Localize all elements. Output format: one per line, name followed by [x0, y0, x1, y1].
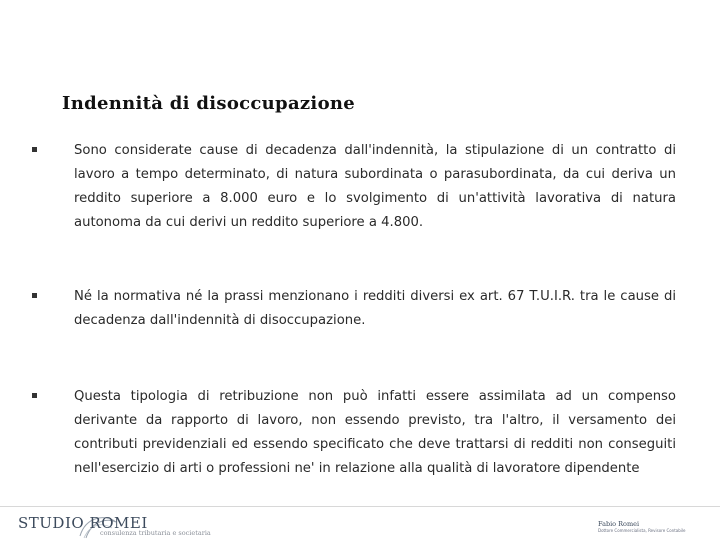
square-bullet-icon: [32, 147, 37, 152]
studio-logo: [18, 512, 218, 538]
signature-name: Fabio Romei: [598, 520, 640, 528]
bullet-text: Né la normativa né la prassi menzionano i redditi diversi ex art. 67 T.U.I.R. tra le cause di decadenza dall'indennità di disoccupazione.: [74, 289, 676, 328]
signature-role: Dottore Commercialista, Revisore Contabile: [598, 528, 686, 533]
bullet-item: [32, 385, 676, 481]
square-bullet-icon: [32, 393, 37, 398]
page-title: Indennità di disoccupazione: [62, 93, 356, 114]
bullet-text: Questa tipologia di retribuzione non può infatti essere assimilata ad un compenso derivante da rapporto di lavoro, non essendo previsto, tra l'altro, il versamento dei contributi previdenziali ed essendo specificato che deve trattarsi di redditi non conseguiti nell'esercizio di arti o professioni ne' in relazione alla qualità di lavoratore dipendente: [74, 389, 676, 476]
bullet-item: [32, 139, 676, 235]
logo-subtitle: consulenza tributaria e societaria: [100, 529, 211, 537]
signature-block: [598, 520, 708, 533]
footer-divider: [0, 506, 720, 507]
logo-text: STUDIO ROMEI: [18, 514, 148, 532]
square-bullet-icon: [32, 293, 37, 298]
bullet-text: Sono considerate cause di decadenza dall'indennità, la stipulazione di un contratto di lavoro a tempo determinato, di natura subordinata o parasubordinata, da cui deriva un reddito superiore a 8.000 euro e lo svolgimento di un'attività lavorativa di natura autonoma da cui derivi un reddito superiore a 4.800.: [74, 143, 676, 230]
bullet-item: [32, 285, 676, 333]
